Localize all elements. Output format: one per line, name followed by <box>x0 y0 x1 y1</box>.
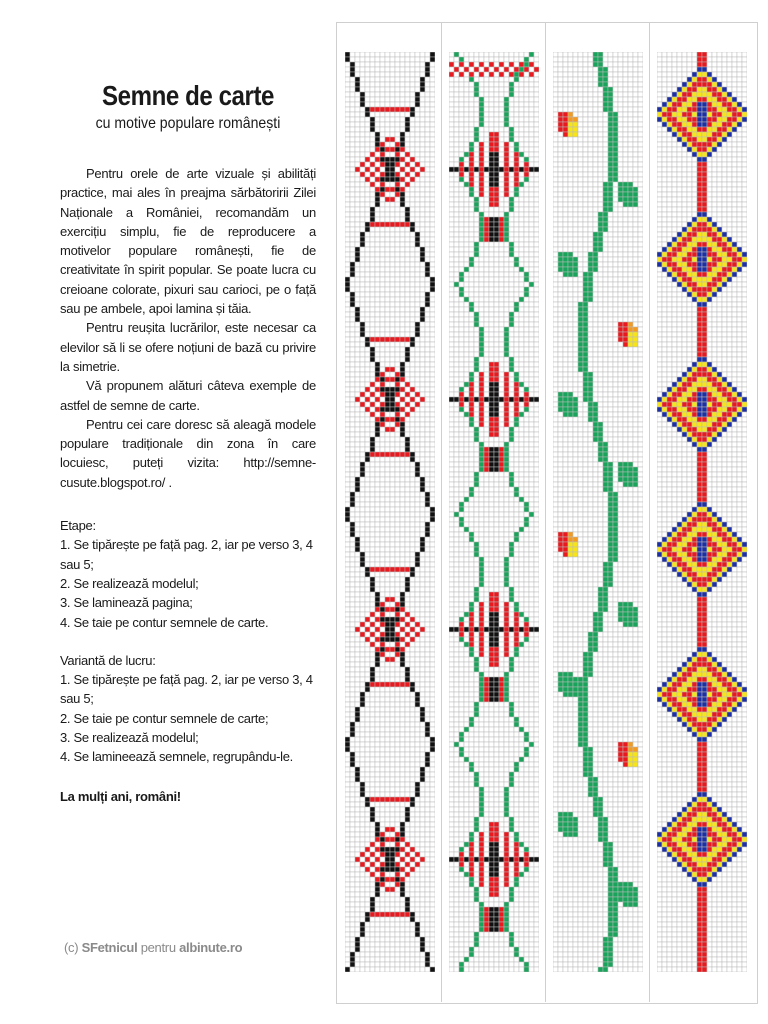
greeting: La mulți ani, români! <box>60 788 181 804</box>
list-item: 1. Se tipărește pe față pag. 2, iar pe verso 3, 4 sau 5; <box>60 672 313 707</box>
text-column <box>60 78 316 804</box>
bookmark-red-black-diamonds <box>345 52 435 972</box>
intro-paragraph-2: Pentru reușita lucrărilor, este necesar ca elevilor să li se ofere noțiuni de bază cu privire la simetrie. <box>60 320 316 374</box>
intro-paragraph-4: Pentru cei care doresc să aleagă modele populare tradiționale din zona în care locuiesc, puteți vizita: http://semne-cusute.blogspot.ro/ . <box>60 416 316 490</box>
credit-site: albinute.ro <box>179 940 243 955</box>
bookmark-vine-flowers <box>553 52 643 972</box>
list-item: 1. Se tipărește pe față pag. 2, iar pe verso 3, 4 sau 5; <box>60 537 313 572</box>
bookmark-divider <box>545 22 546 1002</box>
list-item: 4. Se taie pe contur semnele de carte. <box>60 614 269 630</box>
credit-prefix: (c) <box>64 940 82 955</box>
stages-title: Etape: <box>60 518 96 534</box>
list-item: 4. Se lamineează semnele, regrupându-le. <box>60 749 293 765</box>
stages-list <box>60 516 316 767</box>
bookmark-yellow-blue-rosettes <box>657 52 747 972</box>
bookmark-green-red-black-stars <box>449 52 539 972</box>
variant-title: Variantă de lucru: <box>60 652 156 668</box>
bookmark-divider <box>649 22 650 1002</box>
list-item: 2. Se taie pe contur semnele de carte; <box>60 710 269 726</box>
page-subtitle: cu motive populare românești <box>95 115 281 132</box>
page-title: Semne de carte <box>102 80 274 111</box>
list-item: 3. Se realizează modelul; <box>60 730 199 746</box>
intro-text <box>60 164 316 492</box>
credit-author: SFetnicul <box>81 940 138 955</box>
bookmark-divider <box>441 22 442 1002</box>
list-item: 3. Se laminează pagina; <box>60 595 193 611</box>
list-item: 2. Se realizează modelul; <box>60 575 199 591</box>
intro-paragraph-1: Pentru orele de arte vizuale și abilități practice, mai ales în preajma sărbătoririi Zilei Naționale a României, recomandăm un exercițiu simplu, fie de reproducere a motivelor populare românești, fie de creativitate în spirit popular. Se poate lucra cu creioane colorate, pixuri sau carioci, pe o față sau pe ambele, apoi lamina și tăia. <box>60 166 316 317</box>
credit-line <box>64 940 242 955</box>
credit-middle: pentru <box>137 940 180 955</box>
intro-paragraph-3: Vă propunem alături câteva exemple de astfel de semne de carte. <box>60 378 316 413</box>
